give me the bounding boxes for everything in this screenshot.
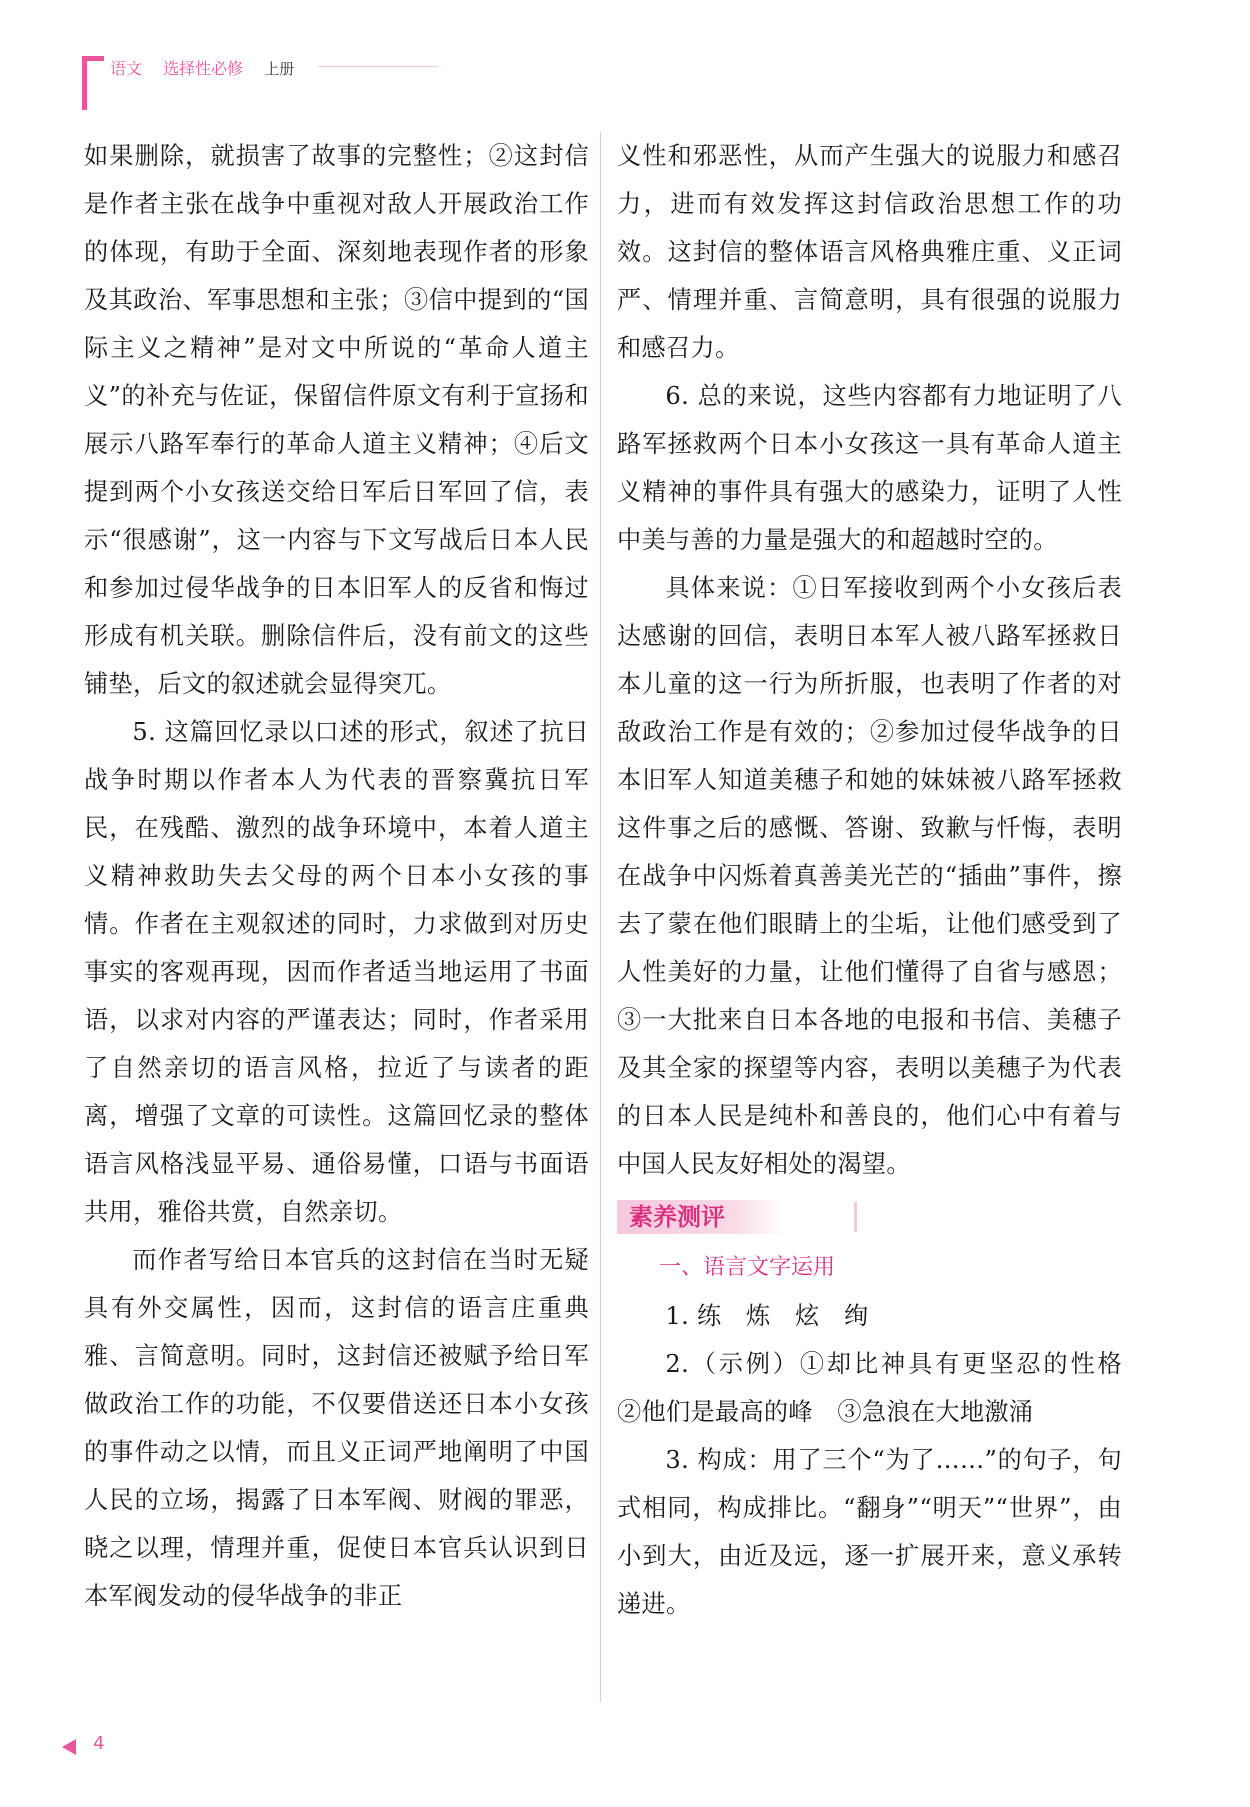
page-number: 4 — [93, 1733, 105, 1754]
right-paragraph-2: 6. 总的来说，这些内容都有力地证明了八路军拯救两个日本小女孩这一具有革命人道主义精神的事件具有强大的感染力，证明了人性中美与善的力量是强大的和超越时空的。 — [617, 382, 1122, 554]
answer-3: 3. 构成：用了三个“为了……”的句子，句式相同，构成排比。“翻身”“明天”“世界”，由小到大，由近及远，逐一扩展开来，意义承转递进。 — [617, 1446, 1122, 1618]
running-header — [110, 56, 294, 79]
answer-2: 2.（示例）①却比神具有更坚忍的性格 ②他们是最高的峰 ③急浪在大地激涌 — [617, 1350, 1147, 1426]
left-paragraph-2: 5. 这篇回忆录以口述的形式，叙述了抗日战争时期以作者本人为代表的晋察冀抗日军民，在残酷、激烈的战争环境中，本着人道主义精神救助失去父母的两个日本小女孩的事情。作者在主观叙述的同时，力求做到对历史事实的客观再现，因而作者适当地运用了书面语，以求对内容的严谨表达；同时，作者采用了自然亲切的语言风格，拉近了与读者的距离，增强了文章的可读性。这篇回忆录的整体语言风格浅显平易、通俗易懂，口语与书面语共用，雅俗共赏，自然亲切。 — [84, 718, 589, 1226]
left-paragraph-3: 而作者写给日本官兵的这封信在当时无疑具有外交属性，因而，这封信的语言庄重典雅、言简意明。同时，这封信还被赋予给日军做政治工作的功能，不仅要借送还日本小女孩的事件动之以情，而且义正词严地阐明了中国人民的立场，揭露了日本军阀、财阀的罪恶，晓之以理，情理并重，促使日本官兵认识到日本军阀发动的侵华战争的非正 — [84, 1246, 589, 1610]
right-paragraph-1: 义性和邪恶性，从而产生强大的说服力和感召力，进而有效发挥这封信政治思想工作的功效。这封信的整体语言风格典雅庄重、义正词严、情理并重、言简意明，具有很强的说服力和感召力。 — [617, 142, 1122, 362]
section-label: 素养测评 — [617, 1200, 785, 1234]
left-paragraph-1: 如果删除，就损害了故事的完整性；②这封信是作者主张在战争中重视对敌人开展政治工作的体现，有助于全面、深刻地表现作者的形象及其政治、军事思想和主张；③信中提到的“国际主义之精神”是对文中所说的“革命人道主义”的补充与佐证，保留信件原文有利于宣扬和展示八路军奉行的革命人道主义精神；④后文提到两个小女孩送交给日军后日军回了信，表示“很感谢”，这一内容与下文写战后日本人民和参加过侵华战争的日本旧军人的反省和悔过形成有机关联。删除信件后，没有前文的这些铺垫，后文的叙述就会显得突兀。 — [84, 142, 589, 698]
left-column — [84, 132, 589, 1620]
right-column — [617, 132, 1147, 1628]
column-divider — [600, 132, 601, 1702]
header-accent-bar — [82, 56, 87, 110]
page-arrow-icon — [62, 1739, 76, 1755]
answer-1: 1. 练 炼 炫 绚 — [665, 1302, 869, 1330]
sub-heading: 一、语言文字运用 — [659, 1255, 836, 1280]
right-paragraph-3: 具体来说：①日军接收到两个小女孩后表达感谢的回信，表明日本军人被八路军拯救日本儿童的这一行为所折服，也表明了作者的对敌政治工作是有效的；②参加过侵华战争的日本旧军人知道美穗子和她的妹妹被八路军拯救这件事之后的感慨、答谢、致歉与忏悔，表明在战争中闪烁着真善美光芒的“插曲”事件，擦去了蒙在他们眼睛上的尘垢，让他们感受到了人性美好的力量，让他们懂得了自省与感恩；③一大批来自日本各地的电报和书信、美穗子及其全家的探望等内容，表明以美穗子为代表的日本人民是纯朴和善良的，他们心中有着与中国人民友好相处的渴望。 — [617, 574, 1122, 1178]
header-subject: 语文 — [110, 59, 143, 78]
section-label-wrap — [617, 1200, 1122, 1240]
section-label-tick — [854, 1202, 857, 1232]
header-volume: 上册 — [264, 60, 295, 78]
header-accent-cap — [82, 56, 104, 61]
header-rule — [318, 66, 438, 67]
header-course: 选择性必修 — [163, 59, 244, 78]
